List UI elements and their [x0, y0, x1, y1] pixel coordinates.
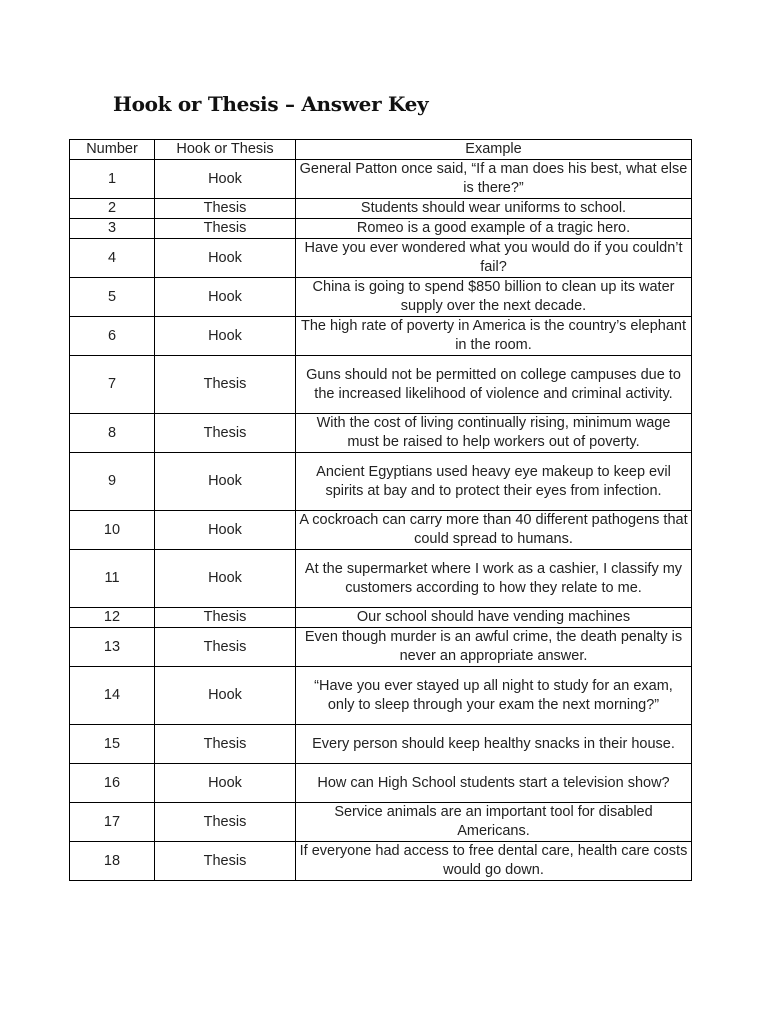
cell-hook-or-thesis: Thesis: [155, 414, 296, 453]
cell-example: “Have you ever stayed up all night to study for an exam, only to sleep through your exam the next morning?”: [296, 667, 692, 725]
cell-example: Students should wear uniforms to school.: [296, 199, 692, 219]
cell-number: 17: [70, 803, 155, 842]
table-row: [70, 414, 692, 453]
cell-number: 5: [70, 278, 155, 317]
cell-example: Have you ever wondered what you would do if you couldn’t fail?: [296, 239, 692, 278]
cell-example: With the cost of living continually rising, minimum wage must be raised to help workers out of poverty.: [296, 414, 692, 453]
table-row: [70, 842, 692, 881]
answer-key-table: [69, 139, 692, 881]
cell-hook-or-thesis: Hook: [155, 317, 296, 356]
cell-hook-or-thesis: Thesis: [155, 219, 296, 239]
cell-example: If everyone had access to free dental care, health care costs would go down.: [296, 842, 692, 881]
cell-hook-or-thesis: Thesis: [155, 803, 296, 842]
cell-hook-or-thesis: Hook: [155, 278, 296, 317]
cell-hook-or-thesis: Thesis: [155, 725, 296, 764]
table-row: [70, 511, 692, 550]
cell-hook-or-thesis: Hook: [155, 160, 296, 199]
table-row: [70, 453, 692, 511]
cell-number: 7: [70, 356, 155, 414]
cell-example: Every person should keep healthy snacks in their house.: [296, 725, 692, 764]
cell-hook-or-thesis: Hook: [155, 453, 296, 511]
table-row: [70, 278, 692, 317]
cell-number: 9: [70, 453, 155, 511]
cell-number: 16: [70, 764, 155, 803]
cell-number: 2: [70, 199, 155, 219]
cell-number: 12: [70, 608, 155, 628]
table-row: [70, 199, 692, 219]
cell-number: 3: [70, 219, 155, 239]
cell-hook-or-thesis: Thesis: [155, 608, 296, 628]
cell-number: 18: [70, 842, 155, 881]
column-header-hook-or-thesis: Hook or Thesis: [155, 140, 296, 160]
table-row: [70, 764, 692, 803]
cell-hook-or-thesis: Hook: [155, 511, 296, 550]
cell-example: Service animals are an important tool for disabled Americans.: [296, 803, 692, 842]
cell-example: How can High School students start a television show?: [296, 764, 692, 803]
cell-hook-or-thesis: Thesis: [155, 356, 296, 414]
cell-example: China is going to spend $850 billion to clean up its water supply over the next decade.: [296, 278, 692, 317]
table-row: [70, 608, 692, 628]
page-title: Hook or Thesis – Answer Key: [113, 92, 429, 116]
column-header-example: Example: [296, 140, 692, 160]
table-header-row: [70, 140, 692, 160]
cell-example: Guns should not be permitted on college campuses due to the increased likelihood of violence and criminal activity.: [296, 356, 692, 414]
cell-hook-or-thesis: Thesis: [155, 842, 296, 881]
table-row: [70, 219, 692, 239]
cell-hook-or-thesis: Thesis: [155, 628, 296, 667]
cell-number: 15: [70, 725, 155, 764]
table-row: [70, 550, 692, 608]
cell-number: 10: [70, 511, 155, 550]
cell-hook-or-thesis: Hook: [155, 239, 296, 278]
cell-number: 8: [70, 414, 155, 453]
column-header-number: Number: [70, 140, 155, 160]
cell-number: 6: [70, 317, 155, 356]
cell-number: 14: [70, 667, 155, 725]
table-row: [70, 628, 692, 667]
cell-example: Even though murder is an awful crime, the death penalty is never an appropriate answer.: [296, 628, 692, 667]
cell-example: At the supermarket where I work as a cashier, I classify my customers according to how they relate to me.: [296, 550, 692, 608]
cell-example: The high rate of poverty in America is the country’s elephant in the room.: [296, 317, 692, 356]
cell-number: 1: [70, 160, 155, 199]
cell-example: General Patton once said, “If a man does his best, what else is there?”: [296, 160, 692, 199]
table-row: [70, 317, 692, 356]
table-row: [70, 725, 692, 764]
cell-example: Ancient Egyptians used heavy eye makeup to keep evil spirits at bay and to protect their eyes from infection.: [296, 453, 692, 511]
table-row: [70, 356, 692, 414]
cell-hook-or-thesis: Thesis: [155, 199, 296, 219]
cell-number: 13: [70, 628, 155, 667]
table-row: [70, 160, 692, 199]
cell-example: Our school should have vending machines: [296, 608, 692, 628]
cell-example: A cockroach can carry more than 40 different pathogens that could spread to humans.: [296, 511, 692, 550]
cell-number: 4: [70, 239, 155, 278]
cell-example: Romeo is a good example of a tragic hero.: [296, 219, 692, 239]
table-row: [70, 803, 692, 842]
table-row: [70, 239, 692, 278]
cell-hook-or-thesis: Hook: [155, 764, 296, 803]
table-row: [70, 667, 692, 725]
cell-hook-or-thesis: Hook: [155, 667, 296, 725]
cell-hook-or-thesis: Hook: [155, 550, 296, 608]
cell-number: 11: [70, 550, 155, 608]
